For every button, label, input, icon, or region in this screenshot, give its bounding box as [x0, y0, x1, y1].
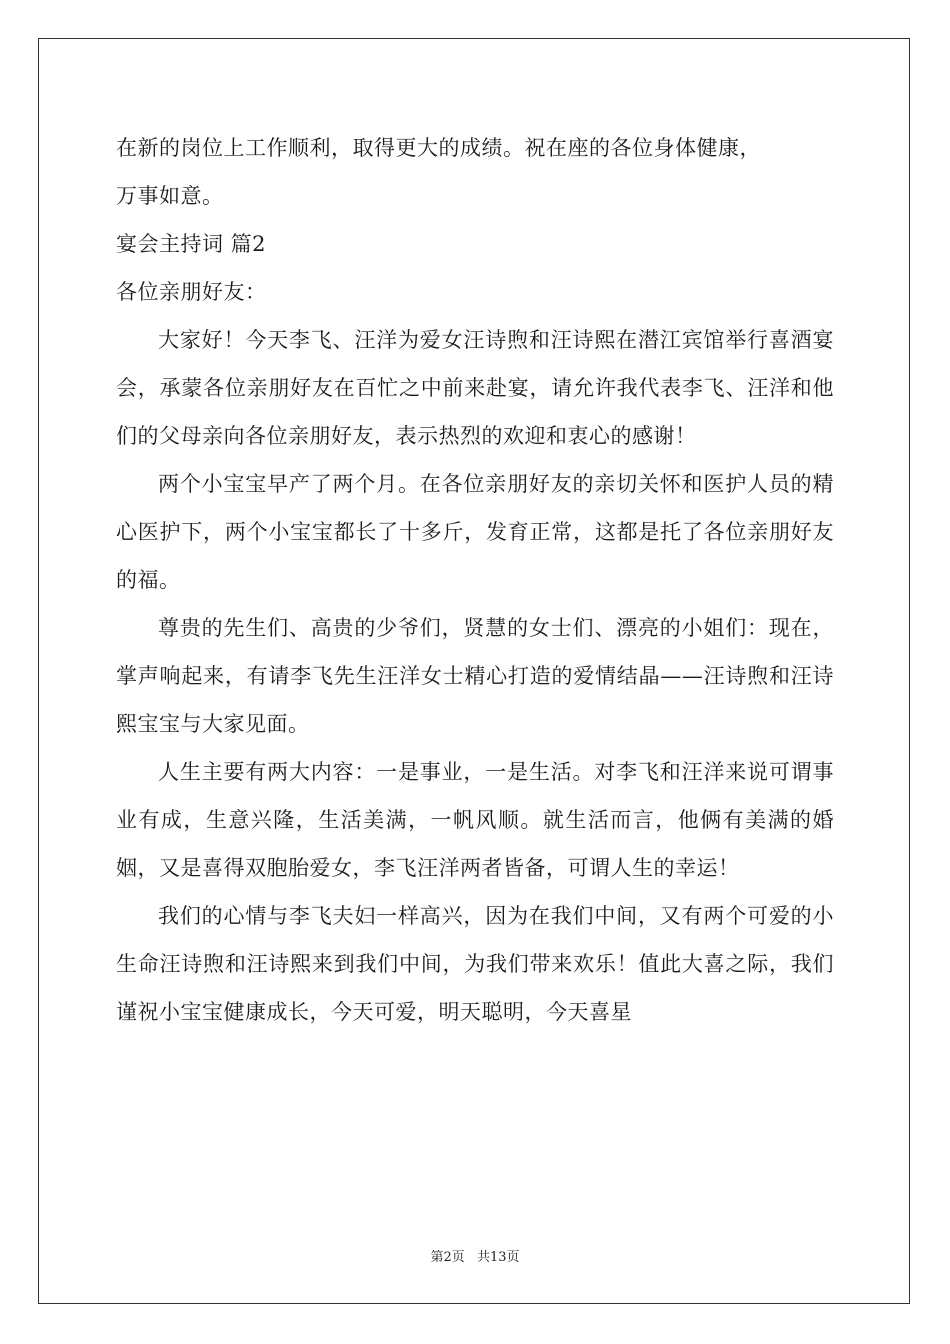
paragraph-introduction: 尊贵的先生们、高贵的少爷们，贤慧的女士们、漂亮的小姐们：现在，掌声响起来，有请李飞先生汪洋女士精心打造的爱情结晶——汪诗煦和汪诗熙宝宝与大家见面。 [116, 616, 834, 736]
paragraph-babies: 两个小宝宝早产了两个月。在各位亲朋好友的亲切关怀和医护人员的精心医护下，两个小宝宝都长了十多斤，发育正常，这都是托了各位亲朋好友的福。 [116, 472, 834, 592]
continued-line-1: 在新的岗位上工作顺利，取得更大的成绩。祝在座的各位身体健康， [116, 136, 761, 160]
paragraph-blessing: 我们的心情与李飞夫妇一样高兴，因为在我们中间，又有两个可爱的小生命汪诗煦和汪诗熙来到我们中间，为我们带来欢乐！值此大喜之际，我们谨祝小宝宝健康成长，今天可爱，明天聪明，今天喜星 [116, 904, 834, 1024]
page-number: 第2页 [430, 1250, 465, 1265]
page-total: 共13页 [476, 1250, 520, 1265]
paragraph-life: 人生主要有两大内容：一是事业，一是生活。对李飞和汪洋来说可谓事业有成，生意兴隆，生活美满，一帆风顺。就生活而言，他俩有美满的婚姻，又是喜得双胞胎爱女，李飞汪洋两者皆备，可谓人生的幸运！ [116, 760, 834, 880]
paragraph-welcome: 大家好！今天李飞、汪洋为爱女汪诗煦和汪诗熙在潜江宾馆举行喜酒宴会，承蒙各位亲朋好友在百忙之中前来赴宴，请允许我代表李飞、汪洋和他们的父母亲向各位亲朋好友，表示热烈的欢迎和衷心的感谢！ [116, 328, 834, 448]
salutation: 各位亲朋好友： [116, 280, 267, 304]
section-title: 宴会主持词 篇2 [116, 232, 267, 256]
continued-line-2: 万事如意。 [116, 184, 224, 208]
page-footer [0, 1246, 950, 1265]
document-body [116, 124, 834, 1036]
